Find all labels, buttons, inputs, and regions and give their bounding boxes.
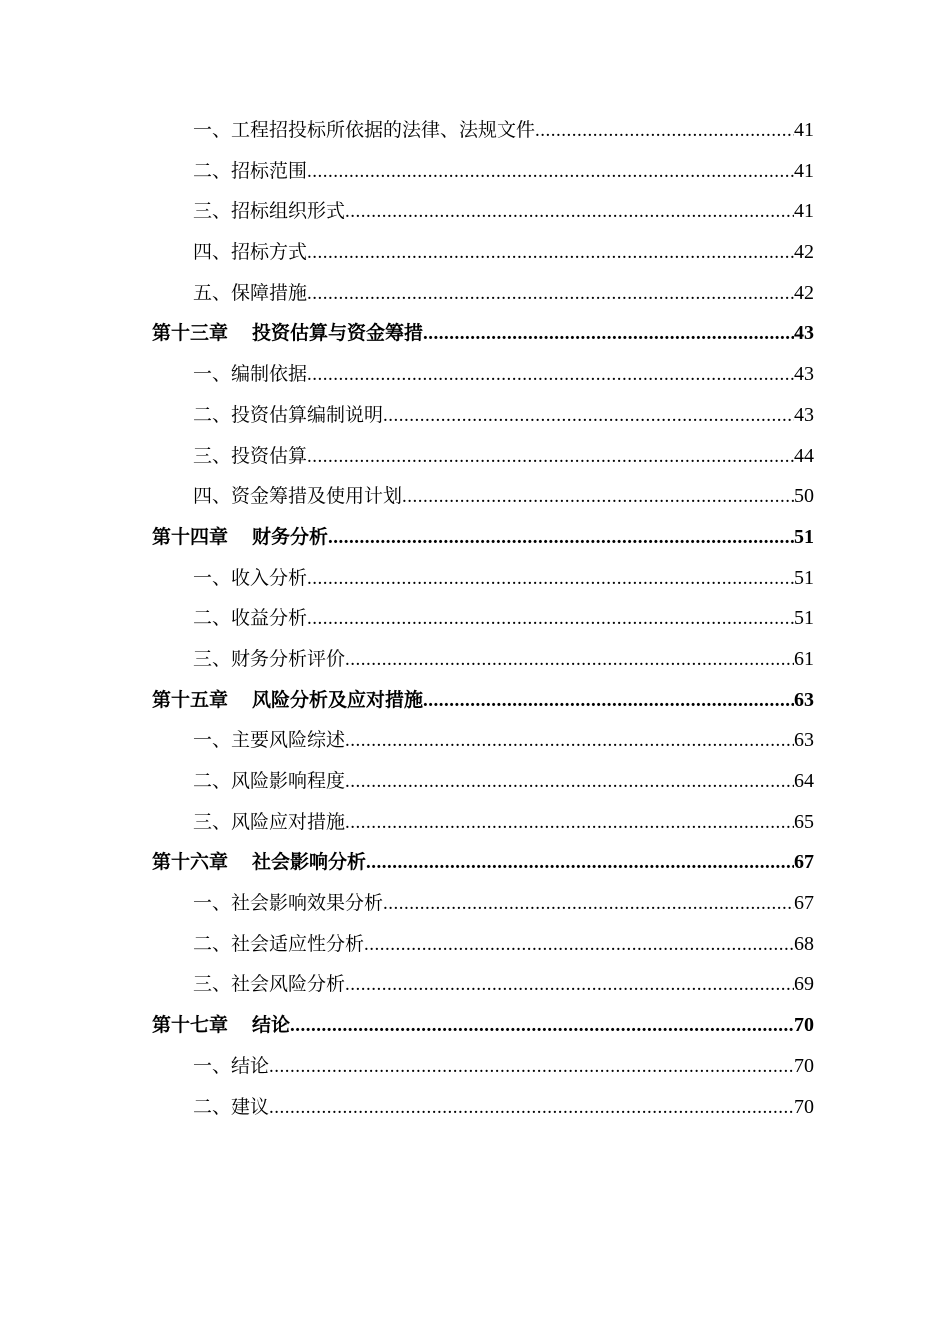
toc-entry-title: 一、编制依据 [193, 363, 308, 386]
toc-entry-page: 51 [794, 566, 814, 589]
dot-leader [269, 1047, 794, 1088]
dot-leader [345, 803, 794, 844]
dot-leader [345, 965, 794, 1006]
dot-leader [345, 721, 794, 762]
toc-entry-page: 41 [794, 159, 814, 182]
toc-chapter-page: 51 [794, 525, 814, 548]
toc-entry-page: 50 [794, 485, 814, 508]
chapter-number: 第十五章 [152, 688, 229, 711]
toc-chapter-title [152, 842, 366, 883]
dot-leader [269, 1088, 794, 1129]
chapter-name: 社会影响分析 [252, 851, 367, 874]
toc-entry-title: 一、结论 [193, 1054, 270, 1077]
toc-entry-title: 二、招标范围 [193, 159, 308, 182]
toc-entry-title: 二、风险影响程度 [193, 770, 346, 792]
dot-leader [423, 314, 794, 355]
toc-entry-page: 64 [794, 770, 814, 792]
toc-entry-title: 一、收入分析 [193, 566, 308, 589]
toc-entry-title: 三、财务分析评价 [193, 647, 346, 670]
dot-leader [383, 396, 794, 437]
toc-entry-title: 一、工程招投标所依据的法律、法规文件 [193, 119, 536, 141]
toc-chapter-page: 63 [794, 688, 814, 711]
toc-chapter-14[interactable] [152, 517, 814, 558]
toc-chapter-title [152, 517, 328, 558]
dot-leader [328, 518, 794, 559]
toc-chapter-page: 70 [794, 1014, 814, 1037]
toc-entry[interactable] [152, 273, 814, 314]
chapter-name: 结论 [252, 1014, 291, 1037]
toc-entry-page: 44 [794, 444, 814, 467]
toc-entry-page: 61 [794, 647, 814, 670]
toc-entry-page: 63 [794, 729, 814, 752]
dot-leader [535, 111, 794, 152]
toc-entry[interactable] [152, 395, 814, 436]
toc-entry[interactable] [152, 436, 814, 477]
toc-entry[interactable] [152, 761, 814, 802]
toc-entry-title: 三、社会风险分析 [193, 973, 346, 996]
toc-entry[interactable] [152, 1087, 814, 1128]
toc-chapter-page: 43 [794, 322, 814, 345]
chapter-name: 财务分析 [252, 525, 329, 548]
dot-leader [366, 843, 794, 884]
toc-entry-page: 65 [794, 810, 814, 833]
toc-chapter-page: 67 [794, 851, 814, 874]
chapter-name: 风险分析及应对措施 [252, 688, 424, 711]
toc-entry-page: 42 [794, 281, 814, 304]
toc-entry-page: 69 [794, 973, 814, 996]
toc-entry[interactable] [152, 110, 814, 151]
dot-leader [345, 762, 794, 803]
toc-entry-title: 四、资金筹措及使用计划 [193, 485, 403, 508]
toc-entry[interactable] [152, 598, 814, 639]
chapter-number: 第十六章 [152, 851, 229, 874]
toc-entry-page: 42 [794, 241, 814, 264]
toc-entry[interactable] [152, 720, 814, 761]
dot-leader [307, 437, 794, 478]
toc-entry-title: 二、投资估算编制说明 [193, 403, 384, 426]
toc-entry[interactable] [152, 924, 814, 965]
toc-entry-page: 70 [794, 1054, 814, 1077]
toc-entry-title: 二、社会适应性分析 [193, 932, 365, 955]
toc-entry-page: 43 [794, 363, 814, 386]
toc-entry[interactable] [152, 1046, 814, 1087]
dot-leader [307, 559, 794, 600]
toc-chapter-title [152, 680, 423, 721]
dot-leader [307, 152, 794, 193]
toc-entry[interactable] [152, 802, 814, 843]
dot-leader [307, 233, 794, 274]
chapter-number: 第十七章 [152, 1014, 229, 1037]
toc-entry-title: 三、招标组织形式 [193, 200, 346, 223]
dot-leader [307, 274, 794, 315]
toc-entry[interactable] [152, 191, 814, 232]
toc-entry-page: 43 [794, 403, 814, 426]
toc-entry-title: 四、招标方式 [193, 241, 308, 264]
toc-entry[interactable] [152, 558, 814, 599]
dot-leader [307, 355, 794, 396]
toc-entry-page: 41 [794, 200, 814, 223]
toc-entry-title: 三、风险应对措施 [193, 810, 346, 833]
dot-leader [345, 192, 794, 233]
dot-leader [290, 1006, 794, 1047]
toc-entry-page: 70 [794, 1095, 814, 1118]
toc-entry[interactable] [152, 883, 814, 924]
toc-entry[interactable] [152, 354, 814, 395]
toc-entry-title: 二、收益分析 [193, 607, 308, 630]
toc-entry-page: 68 [794, 932, 814, 955]
dot-leader [345, 640, 794, 681]
chapter-number: 第十三章 [152, 322, 229, 345]
table-of-contents [152, 110, 814, 1127]
toc-entry-title: 一、社会影响效果分析 [193, 892, 384, 915]
chapter-number: 第十四章 [152, 525, 229, 548]
toc-chapter-13[interactable] [152, 313, 814, 354]
toc-entry[interactable] [152, 232, 814, 273]
toc-entry-page: 41 [794, 119, 814, 141]
toc-chapter-16[interactable] [152, 842, 814, 883]
dot-leader [383, 884, 794, 925]
toc-entry[interactable] [152, 151, 814, 192]
toc-entry-page: 67 [794, 892, 814, 915]
toc-entry-title: 二、建议 [193, 1095, 270, 1118]
toc-entry-title: 一、主要风险综述 [193, 729, 346, 752]
toc-chapter-15[interactable] [152, 680, 814, 721]
dot-leader [364, 925, 794, 966]
toc-chapter-title [152, 1005, 290, 1046]
dot-leader [423, 681, 794, 722]
toc-chapter-17[interactable] [152, 1005, 814, 1046]
toc-entry-title: 五、保障措施 [193, 281, 308, 304]
toc-entry-page: 51 [794, 607, 814, 630]
dot-leader [402, 477, 794, 518]
dot-leader [307, 599, 794, 640]
toc-entry[interactable] [152, 964, 814, 1005]
toc-entry[interactable] [152, 639, 814, 680]
toc-entry[interactable] [152, 476, 814, 517]
chapter-name: 投资估算与资金筹措 [252, 322, 424, 345]
toc-chapter-title [152, 313, 423, 354]
toc-entry-title: 三、投资估算 [193, 444, 308, 467]
